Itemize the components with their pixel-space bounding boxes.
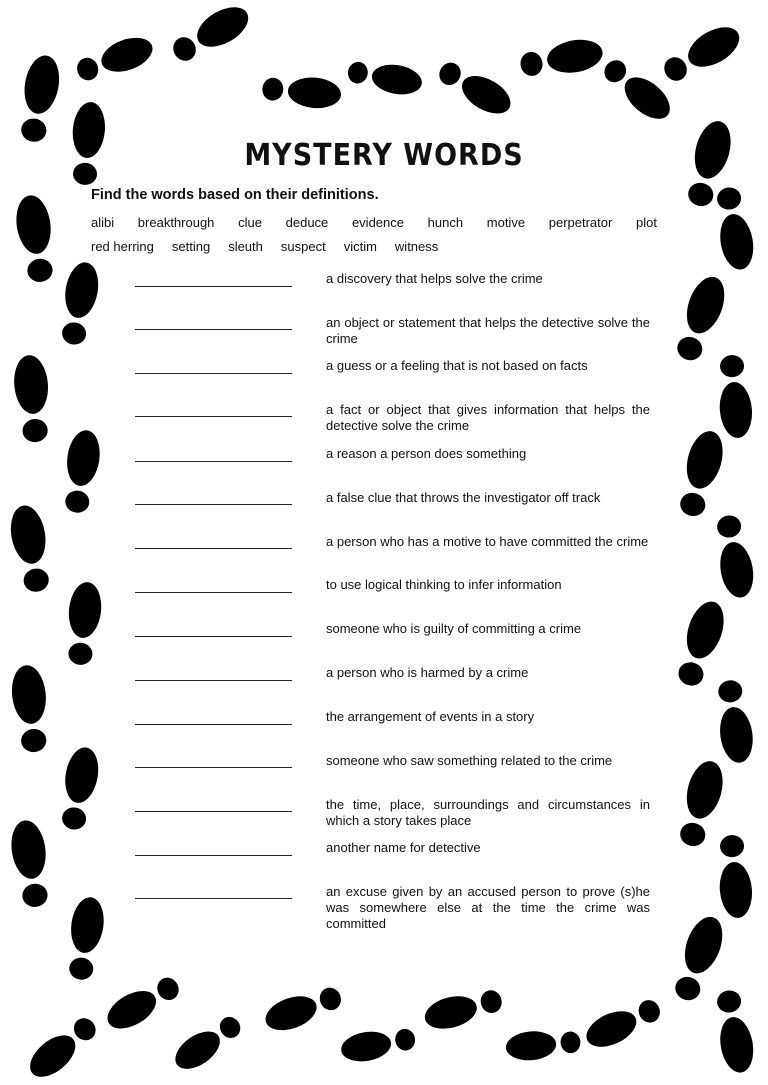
answer-blank[interactable]: [135, 724, 292, 725]
definition-text: a reason a person does something: [326, 446, 527, 461]
word-bank-line-1: [91, 215, 657, 230]
definition-text: someone who is guilty of committing a crime: [326, 621, 582, 636]
definition-text: the arrangement of events in a story: [326, 709, 535, 724]
word-bank-line-2: [91, 239, 671, 254]
definition-text: an excuse given by an accused person to prove (s)he was somewhere else at the time the crime was committed: [326, 884, 650, 931]
answer-blank[interactable]: [135, 855, 292, 856]
answer-blank[interactable]: [135, 680, 292, 681]
word-bank-item: breakthrough: [137, 215, 215, 230]
word-bank-item: setting: [171, 239, 211, 254]
definition-text: a guess or a feeling that is not based on facts: [326, 358, 588, 373]
word-bank-item: suspect: [280, 239, 326, 254]
word-bank-item: motive: [486, 215, 526, 230]
definition-text: a fact or object that gives information that helps the detective solve the crime: [326, 402, 650, 433]
word-bank-item: deduce: [285, 215, 329, 230]
word-bank-item: plot: [636, 215, 657, 230]
answer-blank[interactable]: [135, 548, 292, 549]
instruction-text: Find the words based on their definitions.: [91, 187, 379, 203]
answer-blank[interactable]: [135, 636, 292, 637]
word-bank-item: evidence: [351, 215, 404, 230]
definition-text: an object or statement that helps the detective solve the crime: [326, 315, 650, 346]
word-bank-item: perpetrator: [548, 215, 613, 230]
word-bank-item: red herring: [91, 239, 154, 254]
definition-text: a false clue that throws the investigator off track: [326, 490, 601, 505]
answer-blank[interactable]: [135, 286, 292, 287]
word-bank-item: hunch: [427, 215, 464, 230]
word-bank-item: sleuth: [228, 239, 263, 254]
word-bank-item: alibi: [91, 215, 115, 230]
word-bank-item: witness: [394, 239, 439, 254]
answer-blank[interactable]: [135, 416, 292, 417]
definition-text: the time, place, surroundings and circumstances in which a story takes place: [326, 797, 650, 828]
answer-blank[interactable]: [135, 329, 292, 330]
definition-text: a discovery that helps solve the crime: [326, 271, 543, 286]
definition-text: a person who is harmed by a crime: [326, 665, 529, 680]
definition-text: someone who saw something related to the crime: [326, 753, 613, 768]
answer-blank[interactable]: [135, 767, 292, 768]
definition-text: a person who has a motive to have committed the crime: [326, 534, 649, 549]
answer-blank[interactable]: [135, 811, 292, 812]
word-bank-item: victim: [343, 239, 377, 254]
answer-blank[interactable]: [135, 504, 292, 505]
answer-blank[interactable]: [135, 898, 292, 899]
answer-blank[interactable]: [135, 373, 292, 374]
definition-text: to use logical thinking to infer information: [326, 577, 562, 592]
answer-blank[interactable]: [135, 461, 292, 462]
worksheet-title: MYSTERY WORDS: [244, 138, 524, 173]
definition-text: another name for detective: [326, 840, 481, 855]
word-bank-item: clue: [238, 215, 262, 230]
answer-blank[interactable]: [135, 592, 292, 593]
